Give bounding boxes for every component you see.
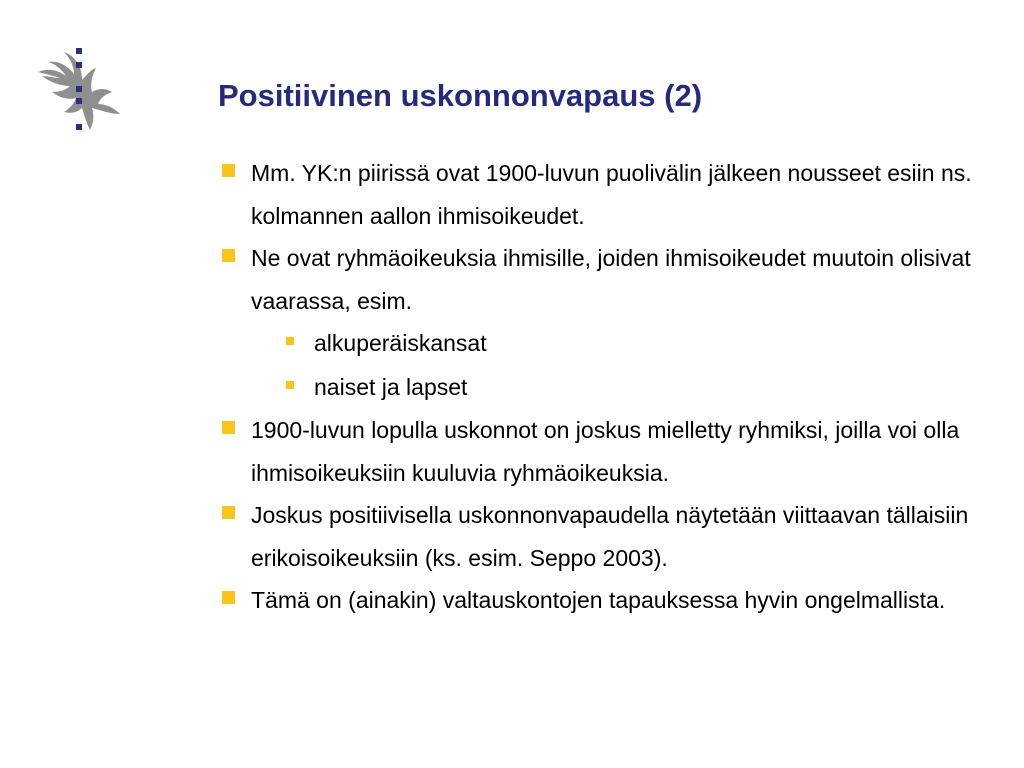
logo-dots [76, 48, 82, 130]
bullet-item [220, 152, 1010, 237]
yellow-square-bullet-icon [222, 506, 235, 519]
yellow-square-bullet-icon [222, 421, 235, 434]
bullet-list [220, 152, 1010, 622]
sub-bullet-item [220, 366, 1010, 410]
sub-bullet-item [220, 322, 1010, 366]
slide-title: Positiivinen uskonnonvapaus (2) [218, 78, 703, 113]
bullet-text: Tämä on (ainakin) valtauskontojen tapauksessa hyvin ongelmallista. [251, 587, 946, 613]
yellow-square-bullet-icon [222, 249, 235, 262]
yellow-square-bullet-icon [222, 164, 235, 177]
sub-bullet-text: naiset ja lapset [314, 373, 468, 400]
bullet-text: Mm. YK:n piirissä ovat 1900-luvun puolivälin jälkeen nousseet esiin ns. kolmannen aallon ihmisoikeudet. [251, 160, 972, 229]
university-logo-icon [34, 46, 126, 136]
small-yellow-square-bullet-icon [286, 381, 294, 389]
yellow-square-bullet-icon [222, 591, 235, 604]
bullet-text: 1900-luvun lopulla uskonnot on joskus mielletty ryhmiksi, joilla voi olla ihmisoikeuksiin kuuluvia ryhmäoikeuksia. [251, 417, 960, 486]
bullet-text: Joskus positiivisella uskonnonvapaudella näytetään viittaavan tällaisiin erikoisoikeuksiin (ks. esim. Seppo 2003). [251, 502, 969, 571]
small-yellow-square-bullet-icon [286, 337, 294, 345]
bullet-item [220, 494, 1010, 579]
sub-bullet-text: alkuperäiskansat [314, 330, 487, 356]
bullet-item [220, 237, 1010, 322]
bullet-item [220, 409, 1010, 494]
bullet-text: Ne ovat ryhmäoikeuksia ihmisille, joiden ihmisoikeudet muutoin olisivat vaarassa, esim. [251, 245, 971, 314]
bullet-item [220, 579, 1010, 622]
